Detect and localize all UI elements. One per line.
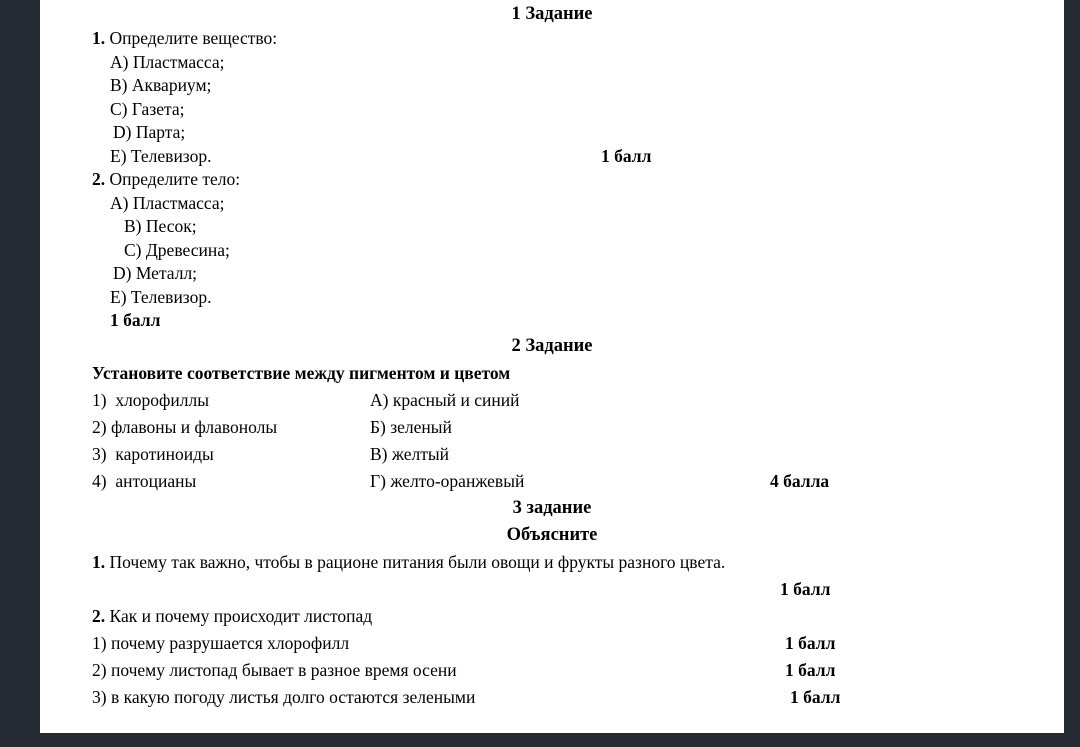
s3-q1-prompt-line xyxy=(40,549,1064,576)
s3-q1-points-line xyxy=(40,576,1064,603)
q2-option-a xyxy=(40,192,1064,216)
q1-option-c xyxy=(40,98,1064,122)
q1-option-d xyxy=(40,121,1064,145)
q1-option-a xyxy=(40,51,1064,75)
q1-points-label: 1 балл xyxy=(601,145,652,166)
s3-q2-item xyxy=(40,630,1064,657)
option-text: С) Древесина; xyxy=(124,239,230,260)
s3-q1-prompt: Почему так важно, чтобы в рационе питания были овощи и фрукты разного цвета. xyxy=(105,551,726,572)
q2-number: 2. xyxy=(92,169,106,189)
section2-heading: 2 Задание xyxy=(511,335,593,356)
q2-option-b xyxy=(40,215,1064,239)
document-content xyxy=(40,0,1064,711)
q2-points-label: 1 балл xyxy=(110,310,161,330)
q2-points-line xyxy=(40,309,1064,333)
s3-q1-number: 1. xyxy=(92,551,106,572)
option-text: В) Аквариум; xyxy=(110,75,212,95)
section2-points-label: 4 балла xyxy=(770,470,830,491)
q2-option-d xyxy=(40,262,1064,286)
match-row xyxy=(40,387,1064,414)
option-text: D) Парта; xyxy=(113,122,186,142)
match-row xyxy=(40,468,1064,495)
section3-subheading: Объясните xyxy=(506,524,598,545)
match-right: Б) зеленый xyxy=(370,416,452,437)
s3-q2-prompt-line xyxy=(40,603,1064,630)
q2-option-c xyxy=(40,239,1064,263)
item-points-label: 1 балл xyxy=(790,686,841,707)
option-text: А) Пластмасса; xyxy=(110,192,225,213)
option-text: Е) Телевизор. xyxy=(110,286,212,307)
q1-prompt: Определите вещество: xyxy=(105,28,278,48)
q1-prompt-line xyxy=(40,27,1064,51)
match-right: В) желтый xyxy=(370,443,450,464)
section1-heading: 1 Задание xyxy=(511,4,593,24)
q2-option-e xyxy=(40,286,1064,310)
option-text: D) Металл; xyxy=(113,263,198,283)
s3-q2-item xyxy=(40,657,1064,684)
item-text: 2) почему листопад бывает в разное время осени xyxy=(92,659,457,680)
q2-prompt: Определите тело: xyxy=(105,169,241,189)
q1-number: 1. xyxy=(92,28,106,48)
option-text: В) Песок; xyxy=(124,216,197,236)
match-left: 1) хлорофиллы xyxy=(92,389,209,410)
option-text: С) Газета; xyxy=(110,98,185,119)
match-right: А) красный и синий xyxy=(370,389,520,410)
match-row xyxy=(40,414,1064,441)
item-points-label: 1 балл xyxy=(785,659,836,680)
item-text: 1) почему разрушается хлорофилл xyxy=(92,632,350,653)
q1-option-e xyxy=(40,145,1064,169)
option-text: Е) Телевизор. xyxy=(110,145,212,166)
match-left: 2) флавоны и флавонолы xyxy=(92,416,278,437)
s3-q2-item xyxy=(40,684,1064,711)
match-right: Г) желто-оранжевый xyxy=(370,470,525,491)
s3-q1-points-label: 1 балл xyxy=(780,578,831,599)
option-text: А) Пластмасса; xyxy=(110,51,225,72)
section3-heading: 3 задание xyxy=(512,497,592,518)
item-text: 3) в какую погоду листья долго остаются зелеными xyxy=(92,686,476,707)
document-page xyxy=(40,0,1064,733)
q2-prompt-line xyxy=(40,168,1064,192)
s3-q2-prompt: Как и почему происходит листопад xyxy=(105,605,373,626)
s3-q2-number: 2. xyxy=(92,605,106,626)
match-row xyxy=(40,441,1064,468)
item-points-label: 1 балл xyxy=(785,632,836,653)
section2-instruction: Установите соответствие между пигментом и цветом xyxy=(92,362,511,383)
match-left: 3) каротиноиды xyxy=(92,443,214,464)
match-left: 4) антоцианы xyxy=(92,470,197,491)
q1-option-b xyxy=(40,74,1064,98)
